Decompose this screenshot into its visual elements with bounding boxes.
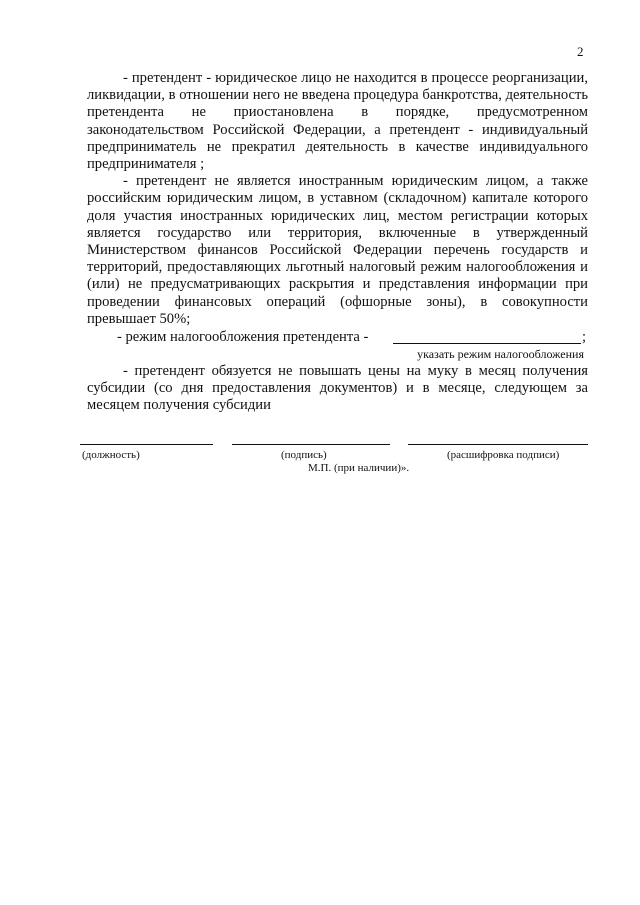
document-body bbox=[87, 70, 588, 415]
tax-regime-hint: указать режим налогообложения bbox=[417, 347, 584, 362]
stamp-caption: М.П. (при наличии)». bbox=[308, 462, 410, 474]
tax-regime-blank-field[interactable] bbox=[393, 343, 581, 344]
position-line[interactable] bbox=[80, 444, 213, 445]
decoding-line[interactable] bbox=[408, 444, 588, 445]
page-number: 2 bbox=[577, 44, 584, 59]
tax-regime-line bbox=[87, 329, 588, 349]
decoding-caption: (расшифровка подписи) bbox=[447, 449, 560, 461]
tax-regime-label: - режим налогообложения претендента - bbox=[117, 329, 369, 346]
paragraph-no-bankruptcy: - претендент - юридическое лицо не находится в процессе реорганизации, ликвидации, в отношении него не введена процедура банкротства, деятельность претендента не приостановлена в порядке, предусмотренном законодательством Российской Федерации, а претендент - индивидуальный предприниматель не прекратил деятельность в качестве индивидуального предпринимателя ; bbox=[87, 70, 588, 173]
signature-caption: (подпись) bbox=[281, 449, 327, 461]
paragraph-price-obligation: - претендент обязуется не повышать цены на муку в месяц получения субсидии (со дня предоставления документов) и в месяце, следующем за месяцем получения субсидии bbox=[87, 363, 588, 414]
signature-line[interactable] bbox=[232, 444, 390, 445]
paragraph-foreign-entity: - претендент не является иностранным юридическим лицом, а также российским юридическим лицом, в уставном (складочном) капитале которого доля участия иностранных юридических лиц, местом регистрации которых является государство или территория, включенные в утвержденный Министерством финансов Российской Федерации перечень государств и территорий, предоставляющих льготный налоговый режим налогообложения и (или) не предусматривающих раскрытия и представления информации при проведении финансовых операций (офшорные зоны), в совокупности превышает 50%; bbox=[87, 173, 588, 327]
tax-regime-end: ; bbox=[582, 329, 587, 346]
signature-block bbox=[80, 444, 590, 464]
position-caption: (должность) bbox=[82, 449, 140, 461]
